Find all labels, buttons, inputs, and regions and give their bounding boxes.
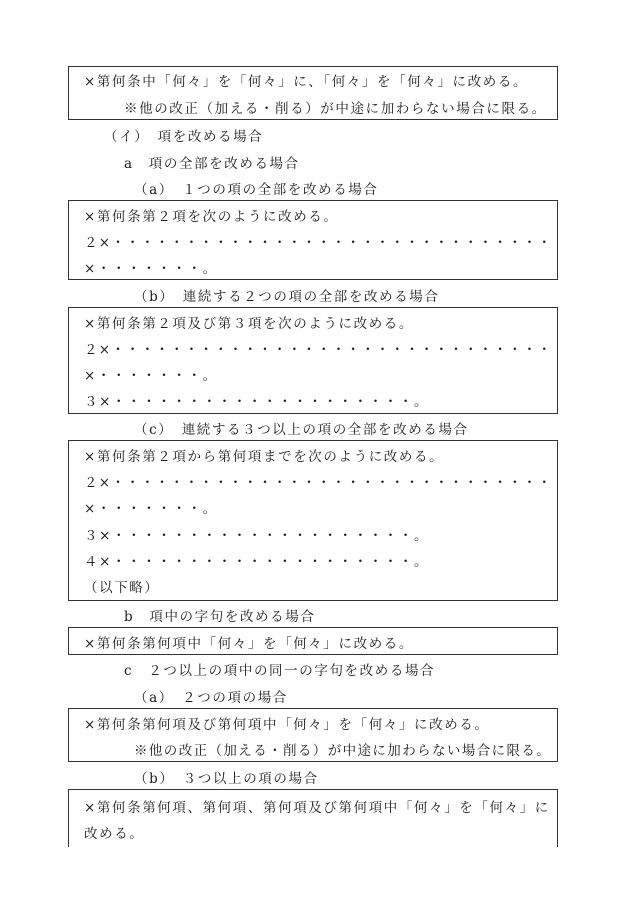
heading-a-c: （c） 連続する３つ以上の項の全部を改める場合 bbox=[134, 422, 469, 438]
box3-line-1: ×第何条第２項及び第３項を次のように改める。 bbox=[84, 316, 415, 332]
box4-line-4: ３×・・・・・・・・・・・・・・・・・・・・。 bbox=[84, 528, 430, 544]
box7-line-2: 改める。 bbox=[84, 826, 145, 842]
box3-line-3: ×・・・・・・・。 bbox=[84, 368, 218, 384]
heading-a-b: （b） 連続する２つの項の全部を改める場合 bbox=[134, 289, 440, 305]
box4-line-2: ２×・・・・・・・・・・・・・・・・・・・・・・・・・・・・・・ bbox=[84, 475, 553, 491]
box4-line-3: ×・・・・・・・。 bbox=[84, 501, 218, 517]
box3-line-4: ３×・・・・・・・・・・・・・・・・・・・・。 bbox=[84, 394, 430, 410]
box1-note: ※他の改正（加える・削る）が中途に加わらない場合に限る。 bbox=[124, 101, 547, 117]
box4-line-1: ×第何条第２項から第何項までを次のように改める。 bbox=[84, 449, 445, 465]
box2-line-1: ×第何条第２項を次のように改める。 bbox=[84, 209, 339, 225]
heading-a: a 項の全部を改める場合 bbox=[124, 156, 300, 172]
heading-a-a: （a） １つの項の全部を改める場合 bbox=[134, 182, 379, 198]
box2-line-3: ×・・・・・・・。 bbox=[84, 261, 218, 277]
heading-i: （イ） 項を改める場合 bbox=[104, 129, 264, 145]
box5-line-1: ×第何条第何項中「何々」を「何々」に改める。 bbox=[84, 636, 415, 652]
heading-c-b: （b） ３つ以上の項の場合 bbox=[134, 771, 319, 787]
heading-c: c ２つ以上の項中の同一の字句を改める場合 bbox=[124, 663, 436, 679]
box6-line-1: ×第何条第何項及び第何項中「何々」を「何々」に改める。 bbox=[84, 717, 490, 733]
box4-line-6: （以下略） bbox=[84, 580, 160, 596]
box1-line-1: ×第何条中「何々」を「何々」に、「何々」を「何々」に改める。 bbox=[84, 74, 529, 90]
heading-b: b 項中の字句を改める場合 bbox=[124, 609, 316, 625]
box6-note: ※他の改正（加える・削る）が中途に加わらない場合に限る。 bbox=[134, 743, 552, 759]
box3-line-2: ２×・・・・・・・・・・・・・・・・・・・・・・・・・・・・・・ bbox=[84, 342, 553, 358]
box4-line-5: ４×・・・・・・・・・・・・・・・・・・・・。 bbox=[84, 554, 430, 570]
box2-line-2: ２×・・・・・・・・・・・・・・・・・・・・・・・・・・・・・・ bbox=[84, 235, 553, 251]
box7-line-1: ×第何条第何項、第何項、第何項及び第何項中「何々」を「何々」に bbox=[84, 800, 550, 816]
heading-c-a: （a） ２つの項の場合 bbox=[134, 690, 288, 706]
